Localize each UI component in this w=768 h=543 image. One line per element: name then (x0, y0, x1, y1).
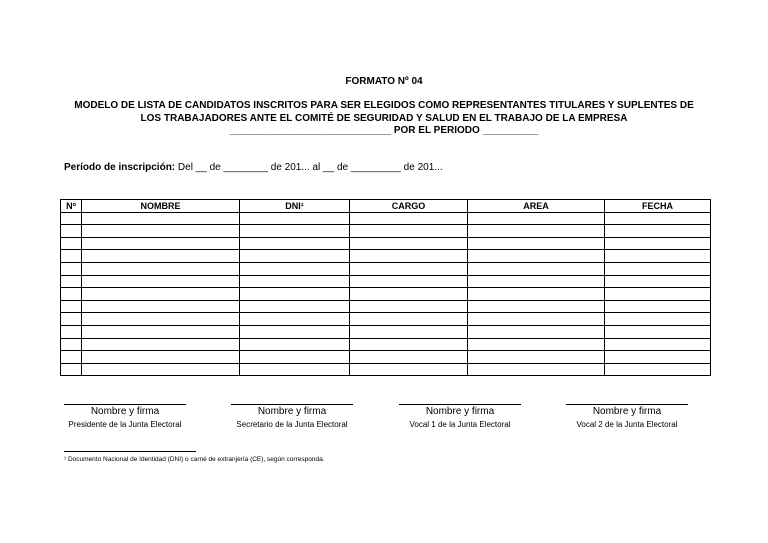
period-text: Del __ de ________ de 201... al __ de _________ de 201... (177, 162, 443, 173)
table-cell-area[interactable] (468, 275, 605, 288)
table-cell-area[interactable] (468, 338, 605, 351)
column-header-position: CARGO (350, 200, 468, 213)
table-cell-dni[interactable] (240, 237, 350, 250)
table-row (61, 363, 711, 376)
table-cell-position[interactable] (350, 363, 468, 376)
table-cell-dni[interactable] (240, 225, 350, 238)
table-cell-number[interactable] (61, 262, 82, 275)
signature-secretary (222, 404, 362, 429)
table-cell-position[interactable] (350, 225, 468, 238)
table-cell-number[interactable] (61, 338, 82, 351)
signature-vocal-1 (390, 404, 530, 429)
signature-name-label: Nombre y firma (90, 406, 160, 417)
table-cell-area[interactable] (468, 313, 605, 326)
table-cell-number[interactable] (61, 363, 82, 376)
table-cell-dni[interactable] (240, 338, 350, 351)
table-cell-dni[interactable] (240, 262, 350, 275)
table-row (61, 325, 711, 338)
heading-line-3: _____________________________ POR EL PERIODO __________ (229, 125, 539, 136)
signature-role: Presidente de la Junta Electoral (68, 420, 182, 429)
table-header-row (61, 200, 711, 213)
table-cell-name[interactable] (82, 275, 240, 288)
table-row (61, 275, 711, 288)
table-cell-position[interactable] (350, 313, 468, 326)
table-cell-name[interactable] (82, 262, 240, 275)
candidates-table (60, 199, 711, 376)
table-cell-dni[interactable] (240, 275, 350, 288)
table-row (61, 351, 711, 364)
document-heading (40, 100, 728, 138)
table-cell-date[interactable] (605, 363, 711, 376)
table-cell-position[interactable] (350, 250, 468, 263)
footnote: ¹ Documento Nacional de Identidad (DNI) o carné de extranjería (CE), según corresponda. (64, 456, 325, 463)
column-header-number: Nº (61, 200, 82, 213)
table-row (61, 237, 711, 250)
table-cell-number[interactable] (61, 288, 82, 301)
table-cell-name[interactable] (82, 250, 240, 263)
table-cell-date[interactable] (605, 225, 711, 238)
table-cell-area[interactable] (468, 212, 605, 225)
table-cell-position[interactable] (350, 237, 468, 250)
table-cell-name[interactable] (82, 288, 240, 301)
table-cell-dni[interactable] (240, 351, 350, 364)
table-cell-date[interactable] (605, 262, 711, 275)
table-cell-position[interactable] (350, 300, 468, 313)
table-cell-area[interactable] (468, 288, 605, 301)
table-cell-position[interactable] (350, 325, 468, 338)
table-row (61, 338, 711, 351)
column-header-dni: DNI¹ (240, 200, 350, 213)
table-cell-name[interactable] (82, 338, 240, 351)
table-cell-dni[interactable] (240, 212, 350, 225)
signature-name-label: Nombre y firma (425, 406, 495, 417)
table-cell-date[interactable] (605, 288, 711, 301)
table-cell-position[interactable] (350, 351, 468, 364)
table-cell-number[interactable] (61, 212, 82, 225)
signature-role: Vocal 2 de la Junta Electoral (576, 420, 678, 429)
table-cell-number[interactable] (61, 275, 82, 288)
format-title: FORMATO Nº 04 (345, 76, 423, 87)
signature-name-label: Nombre y firma (257, 406, 327, 417)
table-cell-date[interactable] (605, 313, 711, 326)
table-cell-dni[interactable] (240, 363, 350, 376)
table-cell-name[interactable] (82, 351, 240, 364)
signature-line (399, 404, 521, 405)
table-cell-name[interactable] (82, 313, 240, 326)
table-cell-name[interactable] (82, 300, 240, 313)
table-cell-date[interactable] (605, 250, 711, 263)
registration-period (64, 162, 443, 173)
table-cell-area[interactable] (468, 325, 605, 338)
signature-line (566, 404, 688, 405)
table-cell-dni[interactable] (240, 325, 350, 338)
signature-president (56, 404, 194, 429)
table-row (61, 250, 711, 263)
table-row (61, 225, 711, 238)
table-row (61, 212, 711, 225)
table-cell-number[interactable] (61, 325, 82, 338)
table-cell-date[interactable] (605, 212, 711, 225)
table-cell-area[interactable] (468, 225, 605, 238)
signature-role: Secretario de la Junta Electoral (236, 420, 348, 429)
heading-line-1: MODELO DE LISTA DE CANDIDATOS INSCRITOS PARA SER ELEGIDOS COMO REPRESENTANTES TITULARES Y SUPLENTES DE (74, 100, 694, 111)
column-header-date: FECHA (605, 200, 711, 213)
table-cell-name[interactable] (82, 325, 240, 338)
table-cell-name[interactable] (82, 237, 240, 250)
table-cell-date[interactable] (605, 338, 711, 351)
table-row (61, 262, 711, 275)
table-row (61, 313, 711, 326)
table-cell-date[interactable] (605, 275, 711, 288)
table-cell-date[interactable] (605, 237, 711, 250)
table-cell-area[interactable] (468, 237, 605, 250)
table-row (61, 300, 711, 313)
table-cell-number[interactable] (61, 313, 82, 326)
table-cell-name[interactable] (82, 212, 240, 225)
table-cell-position[interactable] (350, 212, 468, 225)
table-cell-area[interactable] (468, 351, 605, 364)
signature-role: Vocal 1 de la Junta Electoral (409, 420, 511, 429)
table-cell-dni[interactable] (240, 300, 350, 313)
table-body (61, 212, 711, 376)
footnote-separator (64, 451, 196, 452)
table-cell-number[interactable] (61, 300, 82, 313)
signature-line (64, 404, 186, 405)
table-cell-position[interactable] (350, 275, 468, 288)
table-cell-number[interactable] (61, 237, 82, 250)
table-cell-dni[interactable] (240, 288, 350, 301)
table-cell-dni[interactable] (240, 313, 350, 326)
signature-line (231, 404, 353, 405)
table-cell-name[interactable] (82, 363, 240, 376)
period-label: Período de inscripción: (64, 162, 176, 173)
table-cell-date[interactable] (605, 300, 711, 313)
table-cell-position[interactable] (350, 262, 468, 275)
table-cell-number[interactable] (61, 250, 82, 263)
table-cell-area[interactable] (468, 262, 605, 275)
table-cell-number[interactable] (61, 351, 82, 364)
column-header-name: NOMBRE (82, 200, 240, 213)
table-cell-area[interactable] (468, 250, 605, 263)
table-cell-position[interactable] (350, 338, 468, 351)
table-cell-name[interactable] (82, 225, 240, 238)
table-row (61, 288, 711, 301)
table-cell-date[interactable] (605, 351, 711, 364)
table-cell-position[interactable] (350, 288, 468, 301)
signature-name-label: Nombre y firma (592, 406, 662, 417)
heading-line-2: LOS TRABAJADORES ANTE EL COMITÉ DE SEGURIDAD Y SALUD EN EL TRABAJO DE LA EMPRESA (140, 112, 628, 124)
table-cell-date[interactable] (605, 325, 711, 338)
table-cell-area[interactable] (468, 363, 605, 376)
table-cell-number[interactable] (61, 225, 82, 238)
column-header-area: AREA (468, 200, 605, 213)
table-cell-area[interactable] (468, 300, 605, 313)
signature-vocal-2 (557, 404, 697, 429)
table-cell-dni[interactable] (240, 250, 350, 263)
